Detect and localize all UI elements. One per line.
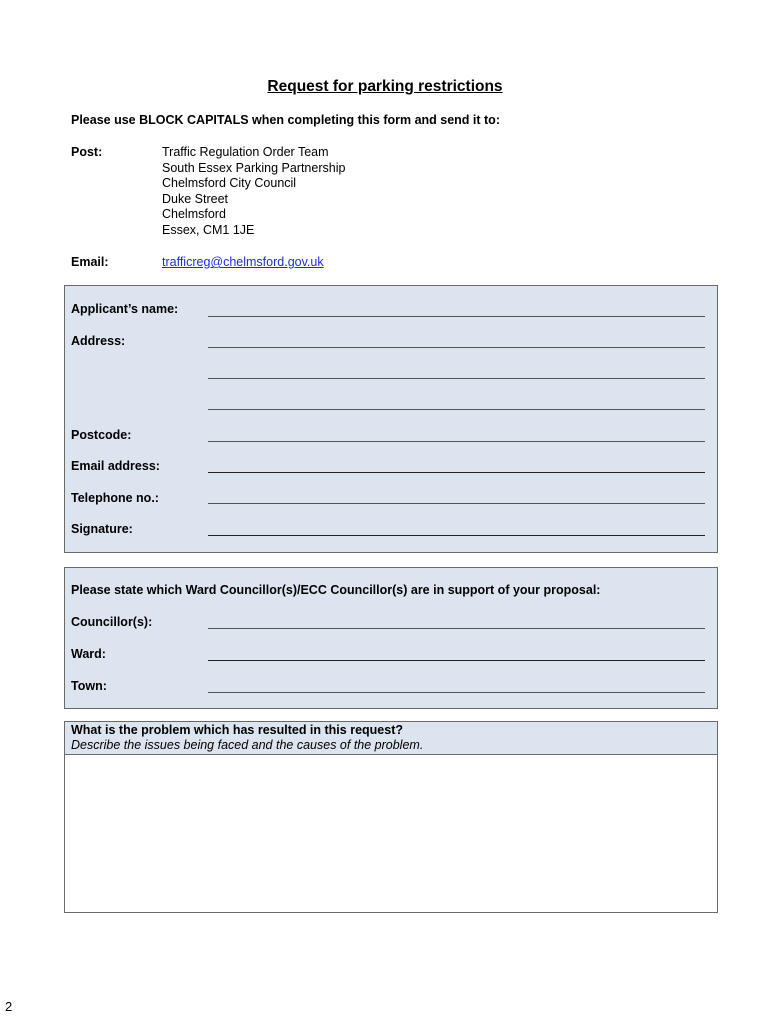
post-label: Post: [71, 145, 103, 159]
address-field-line-2[interactable] [208, 363, 705, 379]
support-heading: Please state which Ward Councillor(s)/ECC Councillor(s) are in support of your proposal: [71, 583, 601, 597]
page-title: Request for parking restrictions [267, 78, 503, 95]
problem-header [65, 722, 717, 755]
address-label: Address: [71, 334, 126, 348]
signature-field[interactable] [208, 520, 705, 536]
page-number: 2 [5, 999, 13, 1014]
problem-question: What is the problem which has resulted in this request? [71, 723, 403, 737]
postcode-label: Postcode: [71, 428, 132, 442]
postal-address [162, 145, 345, 238]
councillor-field[interactable] [208, 613, 705, 629]
councillor-label: Councillor(s): [71, 615, 153, 629]
email-link[interactable]: trafficreg@chelmsford.gov.uk [162, 255, 324, 269]
postcode-field[interactable] [208, 426, 705, 442]
town-field[interactable] [208, 677, 705, 693]
councillor-support-section [64, 567, 718, 709]
email-label: Email: [71, 255, 109, 269]
address-line: Chelmsford City Council [162, 176, 297, 190]
address-line: South Essex Parking Partnership [162, 160, 346, 175]
email-address-field[interactable] [208, 457, 705, 473]
applicant-name-field[interactable] [208, 301, 705, 317]
telephone-field[interactable] [208, 488, 705, 504]
telephone-label: Telephone no.: [71, 491, 159, 505]
applicant-details-section [64, 285, 718, 553]
signature-label: Signature: [71, 522, 133, 536]
intro-text: Please use BLOCK CAPITALS when completing this form and send it to: [71, 113, 500, 127]
address-line: Traffic Regulation Order Team [162, 145, 329, 159]
address-line: Chelmsford [162, 207, 226, 221]
applicant-name-label: Applicant’s name: [71, 302, 179, 316]
email-address-label: Email address: [71, 459, 160, 473]
problem-text-area[interactable] [65, 755, 717, 912]
ward-label: Ward: [71, 647, 106, 661]
address-line: Essex, CM1 1JE [162, 222, 255, 237]
address-field-line-1[interactable] [208, 332, 705, 348]
town-label: Town: [71, 679, 107, 693]
problem-instruction: Describe the issues being faced and the causes of the problem. [71, 738, 424, 752]
address-field-line-3[interactable] [208, 394, 705, 410]
address-line: Duke Street [162, 191, 229, 206]
problem-section [64, 721, 718, 913]
ward-field[interactable] [208, 645, 705, 661]
